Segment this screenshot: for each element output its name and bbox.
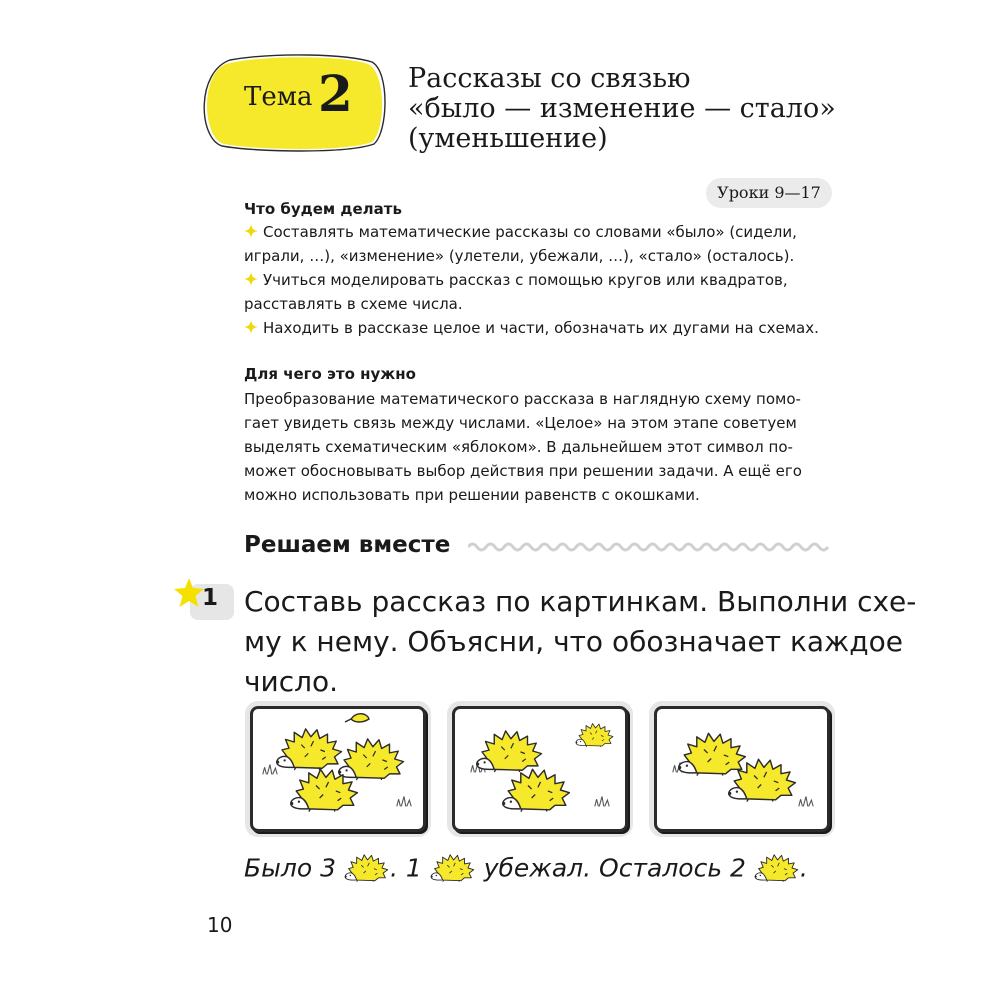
title-line: Рассказы со связью <box>408 63 691 94</box>
section-title-together: Решаем вместе <box>244 532 451 558</box>
grass-icon <box>397 797 411 807</box>
story-part: убежал. Осталось 2 <box>483 853 746 883</box>
title-line: «было — изменение — стало» <box>408 93 836 124</box>
picture-after-scene <box>657 709 827 829</box>
hedgehog-icon <box>502 769 569 811</box>
page-number: 10 <box>207 913 233 937</box>
hedgehog-icon <box>430 853 476 883</box>
list-item-text: Находить в рассказе целое и части, обозначать их дугами на схемах. <box>263 319 819 337</box>
list-item <box>244 220 834 244</box>
star-bullet-icon <box>244 224 258 238</box>
section-heading-what: Что будем делать <box>244 200 402 218</box>
paragraph-line: можно использовать при решении равенств с окошками. <box>244 486 700 504</box>
picture-change <box>452 706 628 832</box>
list-item <box>244 268 834 292</box>
list-item-text: Составлять математические рассказы со словами «было» (сидели, <box>263 223 797 241</box>
task-number-marker <box>172 576 236 624</box>
hedgehog-icon <box>678 733 745 775</box>
task-line: число. <box>244 665 339 698</box>
paragraph-line: Преобразование математического рассказа в наглядную схему помо- <box>244 390 801 408</box>
hedgehog-icon <box>754 853 800 883</box>
story-part: . 1 <box>389 853 422 883</box>
leaf-icon <box>345 714 369 722</box>
topic-title <box>408 63 836 154</box>
lessons-badge: Уроки 9—17 <box>706 178 832 208</box>
task-line: му к нему. Объясни, что обозначает каждое <box>244 625 903 658</box>
story-sentence <box>244 852 808 883</box>
list-item <box>244 316 834 340</box>
hedgehog-icon <box>576 724 613 748</box>
picture-before <box>250 706 426 832</box>
picture-after <box>654 706 830 832</box>
story-part: . <box>799 853 808 883</box>
topic-badge <box>196 50 386 154</box>
star-bullet-icon <box>244 272 258 286</box>
list-item-continuation: расставлять в схеме числа. <box>244 295 463 313</box>
why-paragraph <box>244 387 834 507</box>
section-heading-why: Для чего это нужно <box>244 365 416 383</box>
paragraph-line: может обосновывать выбор действия при решении задачи. А ещё его <box>244 462 802 480</box>
grass-icon <box>799 797 813 807</box>
story-part: Было 3 <box>244 853 337 883</box>
picture-before-scene <box>253 709 423 829</box>
grass-icon <box>595 797 609 807</box>
wavy-divider <box>468 540 834 554</box>
star-bullet-icon <box>244 320 258 334</box>
goals-list <box>244 220 834 340</box>
paragraph-line: выделять схематическим «яблоком». В дальнейшем этот символ по- <box>244 438 793 456</box>
task-line: Составь рассказ по картинкам. Выполни схе- <box>244 585 917 618</box>
topic-number: 2 <box>318 64 353 123</box>
task-number: 1 <box>202 585 219 611</box>
list-item-continuation: играли, …), «изменение» (улетели, убежали, …), «стало» (осталось). <box>244 247 795 265</box>
paragraph-line: гает увидеть связь между числами. «Целое» на этом этапе советуем <box>244 414 797 432</box>
title-line: (уменьшение) <box>408 123 608 154</box>
star-icon <box>172 576 206 610</box>
list-item-text: Учиться моделировать рассказ с помощью кругов или квадратов, <box>263 271 788 289</box>
hedgehog-icon <box>344 853 390 883</box>
grass-icon <box>263 765 277 775</box>
topic-label: Тема <box>244 82 313 112</box>
picture-change-scene <box>455 709 625 829</box>
task-text <box>244 582 916 702</box>
hedgehog-icon <box>338 739 403 780</box>
hedgehog-icon <box>276 729 341 770</box>
hedgehog-icon <box>476 731 541 772</box>
